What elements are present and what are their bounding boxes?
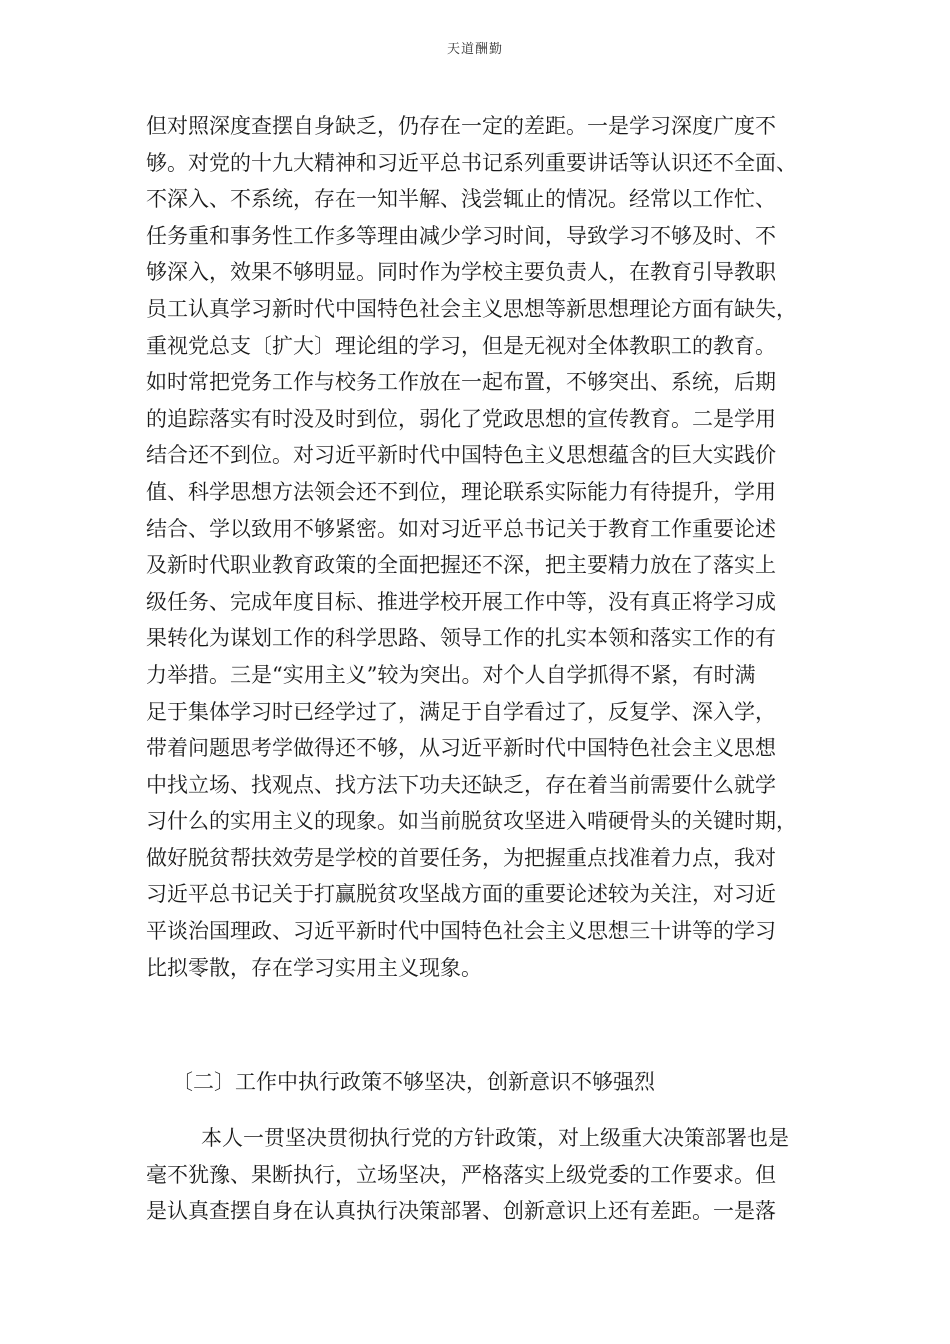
- text-line: 的追踪落实有时没及时到位，弱化了党政思想的宣传教育。二是学用: [146, 406, 776, 431]
- text-line: 任务重和事务性工作多等理由减少学习时间，导致学习不够及时、不: [146, 223, 776, 248]
- text-line: 带着问题思考学做得还不够，从习近平新时代中国特色社会主义思想: [146, 736, 776, 761]
- text-line: 平谈治国理政、习近平新时代中国特色社会主义思想三十讲等的学习: [146, 919, 776, 944]
- text-line: 级任务、完成年度目标、推进学校开展工作中等，没有真正将学习成: [146, 589, 776, 614]
- text-line: 但对照深度查摆自身缺乏，仍存在一定的差距。一是学习深度广度不: [146, 114, 776, 138]
- text-line: 做好脱贫帮扶效劳是学校的首要任务，为把握重点找准着力点，我对: [146, 845, 776, 870]
- text-line: 重视党总支〔扩大〕理论组的学习，但是无视对全体教职工的教育。: [146, 333, 776, 358]
- text-line: 习近平总书记关于打赢脱贫攻坚战方面的重要论述较为关注，对习近: [146, 882, 776, 907]
- text-line: 结合、学以致用不够紧密。如对习近平总书记关于教育工作重要论述: [146, 516, 776, 541]
- text-line: 员工认真学习新时代中国特色社会主义思想等新思想理论方面有缺失，: [146, 296, 797, 321]
- text-line: 值、科学思想方法领会还不到位，理论联系实际能力有待提升，学用: [146, 479, 776, 504]
- text-line: 及新时代职业教育政策的全面把握还不深，把主要精力放在了落实上: [146, 553, 776, 578]
- paragraph-2: [146, 1120, 810, 1230]
- paragraph-1: [146, 108, 810, 986]
- text-line: 毫不犹豫、果断执行，立场坚决，严格落实上级党委的工作要求。但: [146, 1162, 776, 1187]
- text-line: 足于集体学习时已经学过了，满足于自学看过了，反复学、深入学，: [146, 699, 776, 724]
- text-line: 够深入，效果不够明显。同时作为学校主要负责人，在教育引导教职: [146, 260, 776, 285]
- text-line: 是认真查摆自身在认真执行决策部署、创新意识上还有差距。一是落: [146, 1199, 776, 1224]
- text-line: 不深入、不系统，存在一知半解、浅尝辄止的情况。经常以工作忙、: [146, 187, 776, 212]
- section-heading-2: 〔二〕工作中执行政策不够坚决，创新意识不够强烈: [172, 1070, 655, 1094]
- text-line: 力举措。三是“实用主义”较为突出。对个人自学抓得不紧，有时满: [146, 662, 756, 687]
- text-line: 本人一贯坚决贯彻执行党的方针政策，对上级重大决策部署也是: [201, 1126, 789, 1150]
- text-line: 如时常把党务工作与校务工作放在一起布置，不够突出、系统，后期: [146, 370, 776, 395]
- text-line: 比拟零散，存在学习实用主义现象。: [146, 955, 482, 980]
- running-header: 天道酬勤: [446, 42, 503, 57]
- text-line: 中找立场、找观点、找方法下功夫还缺乏，存在着当前需要什么就学: [146, 772, 776, 797]
- text-line: 习什么的实用主义的现象。如当前脱贫攻坚进入啃硬骨头的关键时期，: [146, 809, 797, 834]
- text-line: 够。对党的十九大精神和习近平总书记系列重要讲话等认识还不全面、: [146, 150, 797, 175]
- text-line: 果转化为谋划工作的科学思路、领导工作的扎实本领和落实工作的有: [146, 626, 776, 651]
- text-line: 结合还不到位。对习近平新时代中国特色主义思想蕴含的巨大实践价: [146, 443, 776, 468]
